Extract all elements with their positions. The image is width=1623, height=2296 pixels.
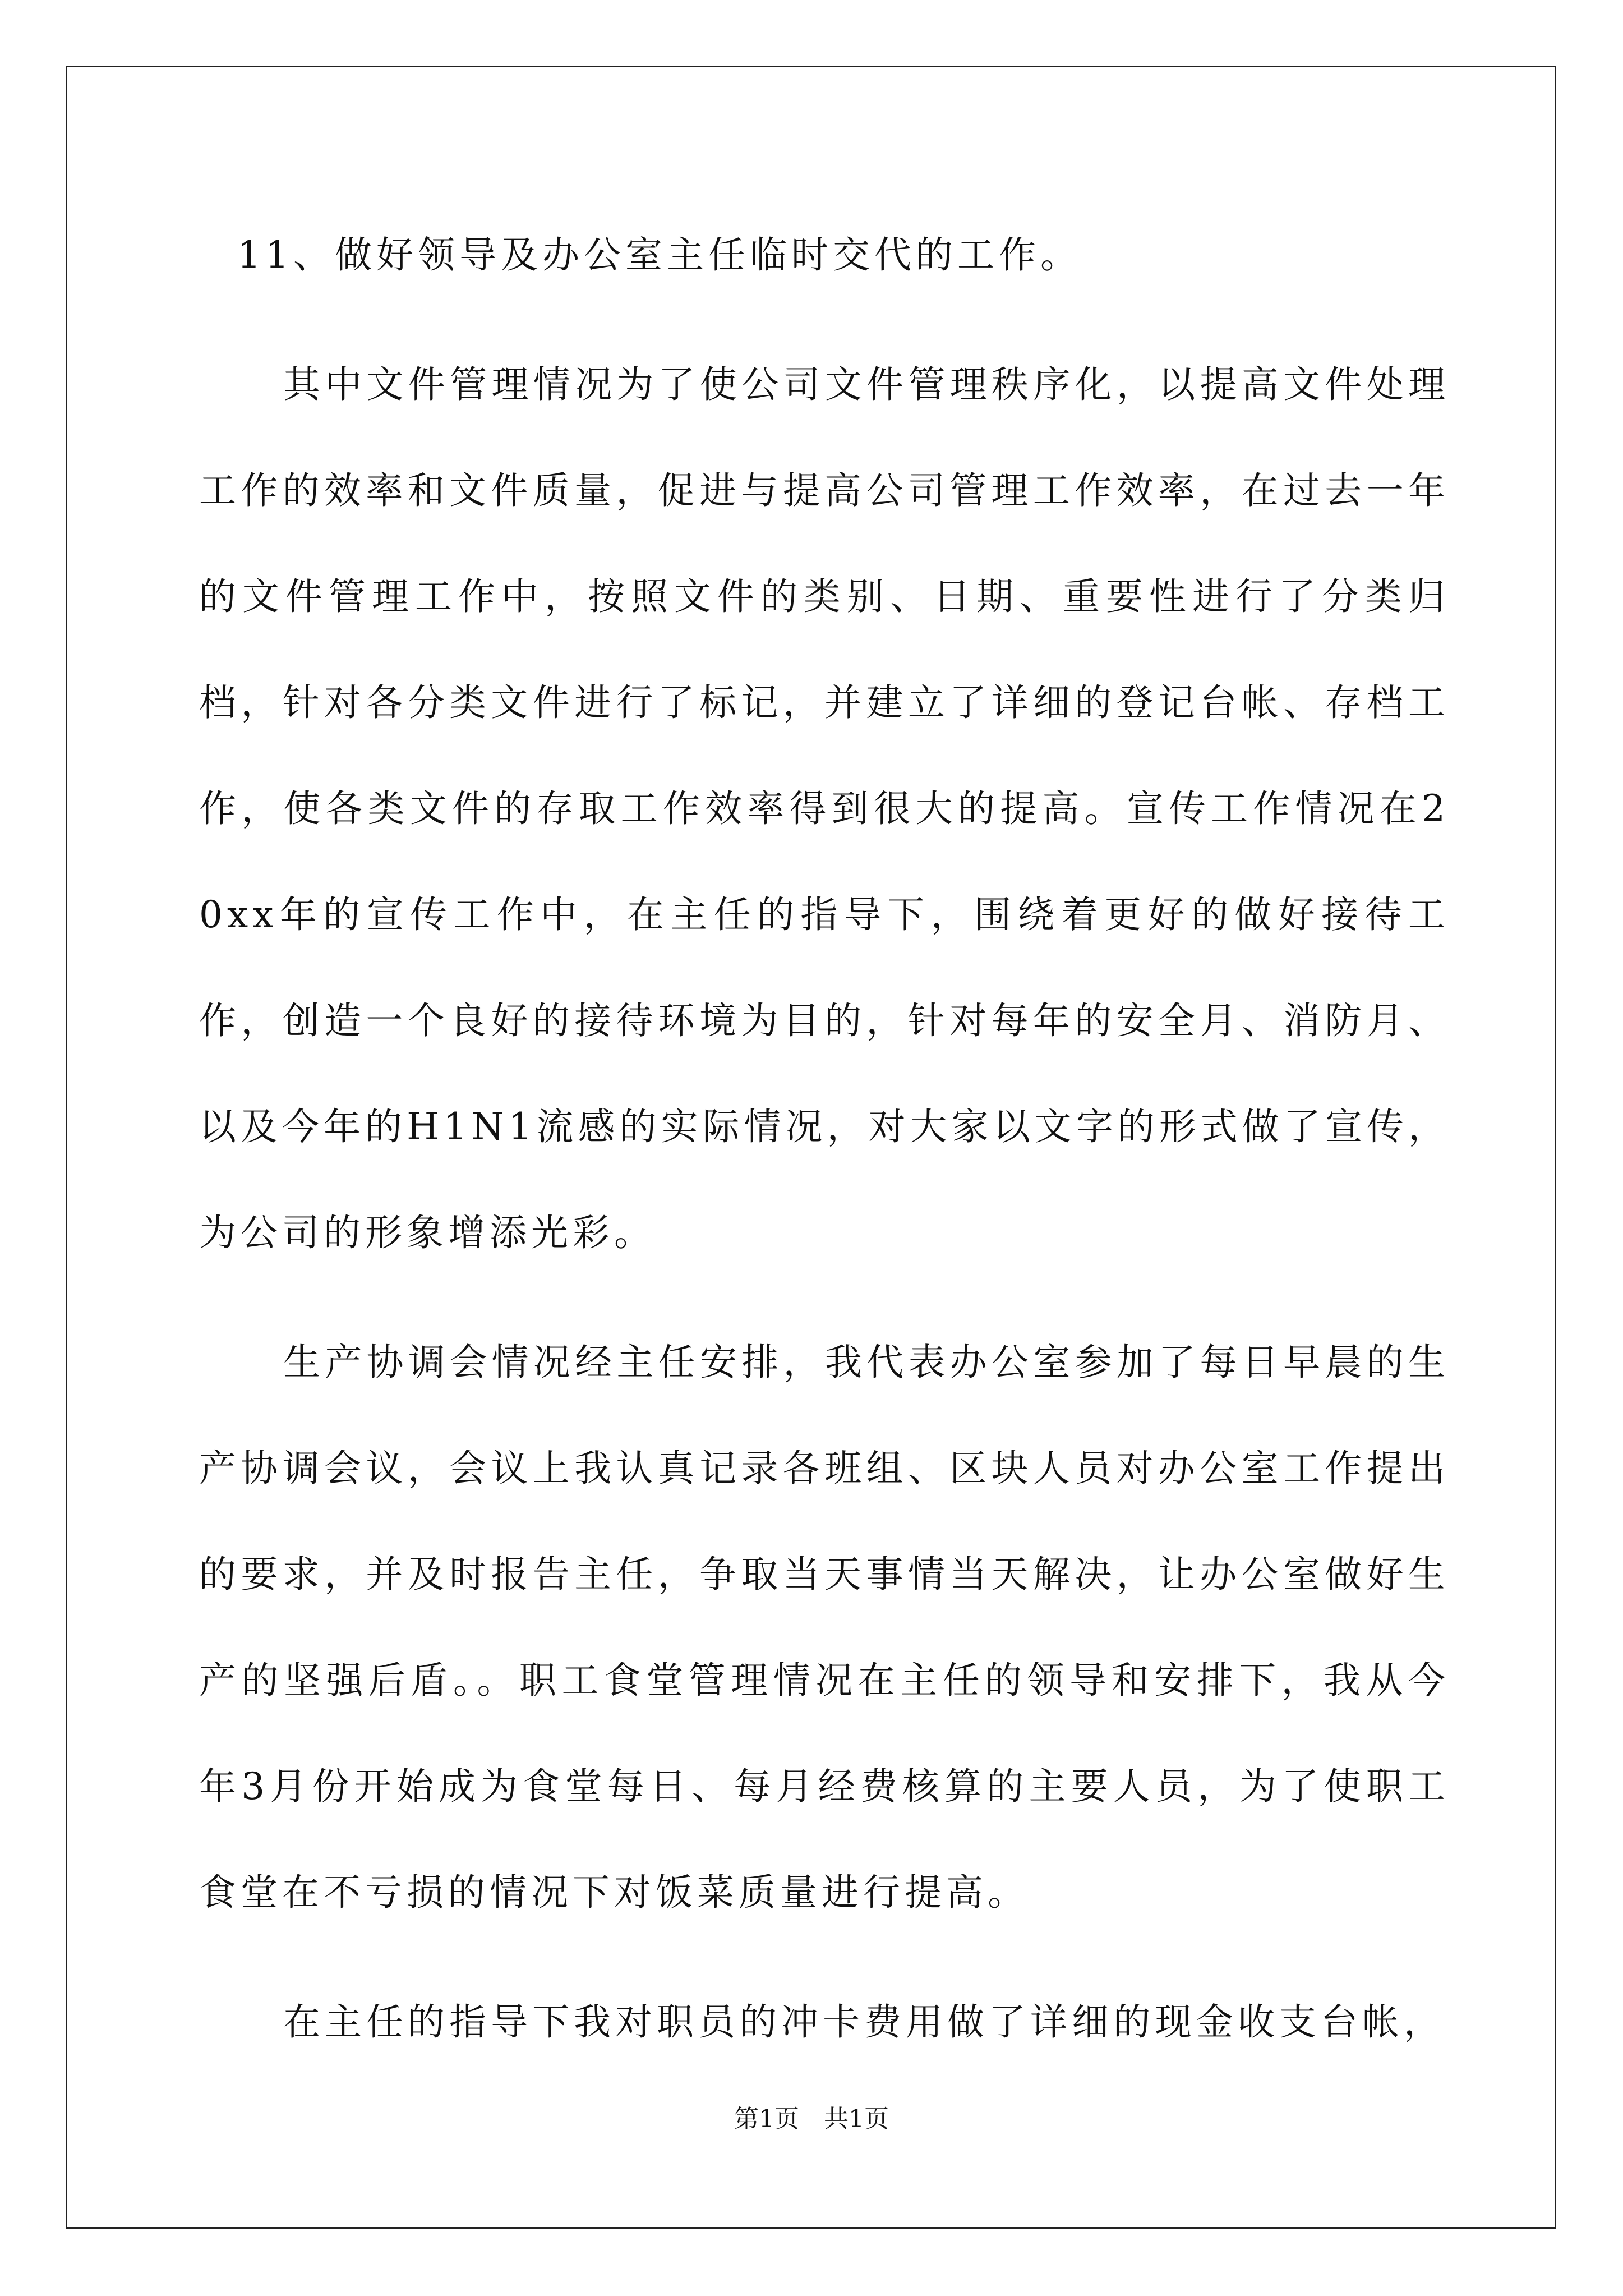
paragraph-2: 其中文件管理情况为了使公司文件管理秩序化，以提高文件处理工作的效率和文件质量，促进与提高公司管理工作效率，在过去一年的文件管理工作中，按照文件的类别、日期、重要性进行了分类归档，针对各分类文件进行了标记，并建立了详细的登记台帐、存档工作，使各类文件的存取工作效率得到很大的提高。宣传工作情况在20xx年的宣传工作中，在主任的指导下，围绕着更好的做好接待工作，创造一个良好的接待环境为目的，针对每年的安全月、消防月、以及今年的H1N1流感的实际情况，对大家以文字的形式做了宣传，为公司的形象增添光彩。: [199, 363, 1450, 1254]
document-body: [199, 202, 1450, 2099]
paragraph-3: 生产协调会情况经主任安排，我代表办公室参加了每日早晨的生产协调会议，会议上我认真记录各班组、区块人员对办公室工作提出的要求，并及时报告主任，争取当天事情当天解决，让办公室做好生产的坚强后盾。。职工食堂管理情况在主任的领导和安排下，我从今年3月份开始成为食堂每日、每月经费核算的主要人员，为了使职工食堂在不亏损的情况下对饭菜质量进行提高。: [199, 1341, 1450, 1914]
paragraph-1: 11、做好领导及办公室主任临时交代的工作。: [237, 233, 1082, 277]
page-number-footer: 第1页 共1页: [734, 2105, 889, 2133]
paragraph-4: 在主任的指导下我对职员的冲卡费用做了详细的现金收支台帐，: [283, 2000, 1445, 2044]
